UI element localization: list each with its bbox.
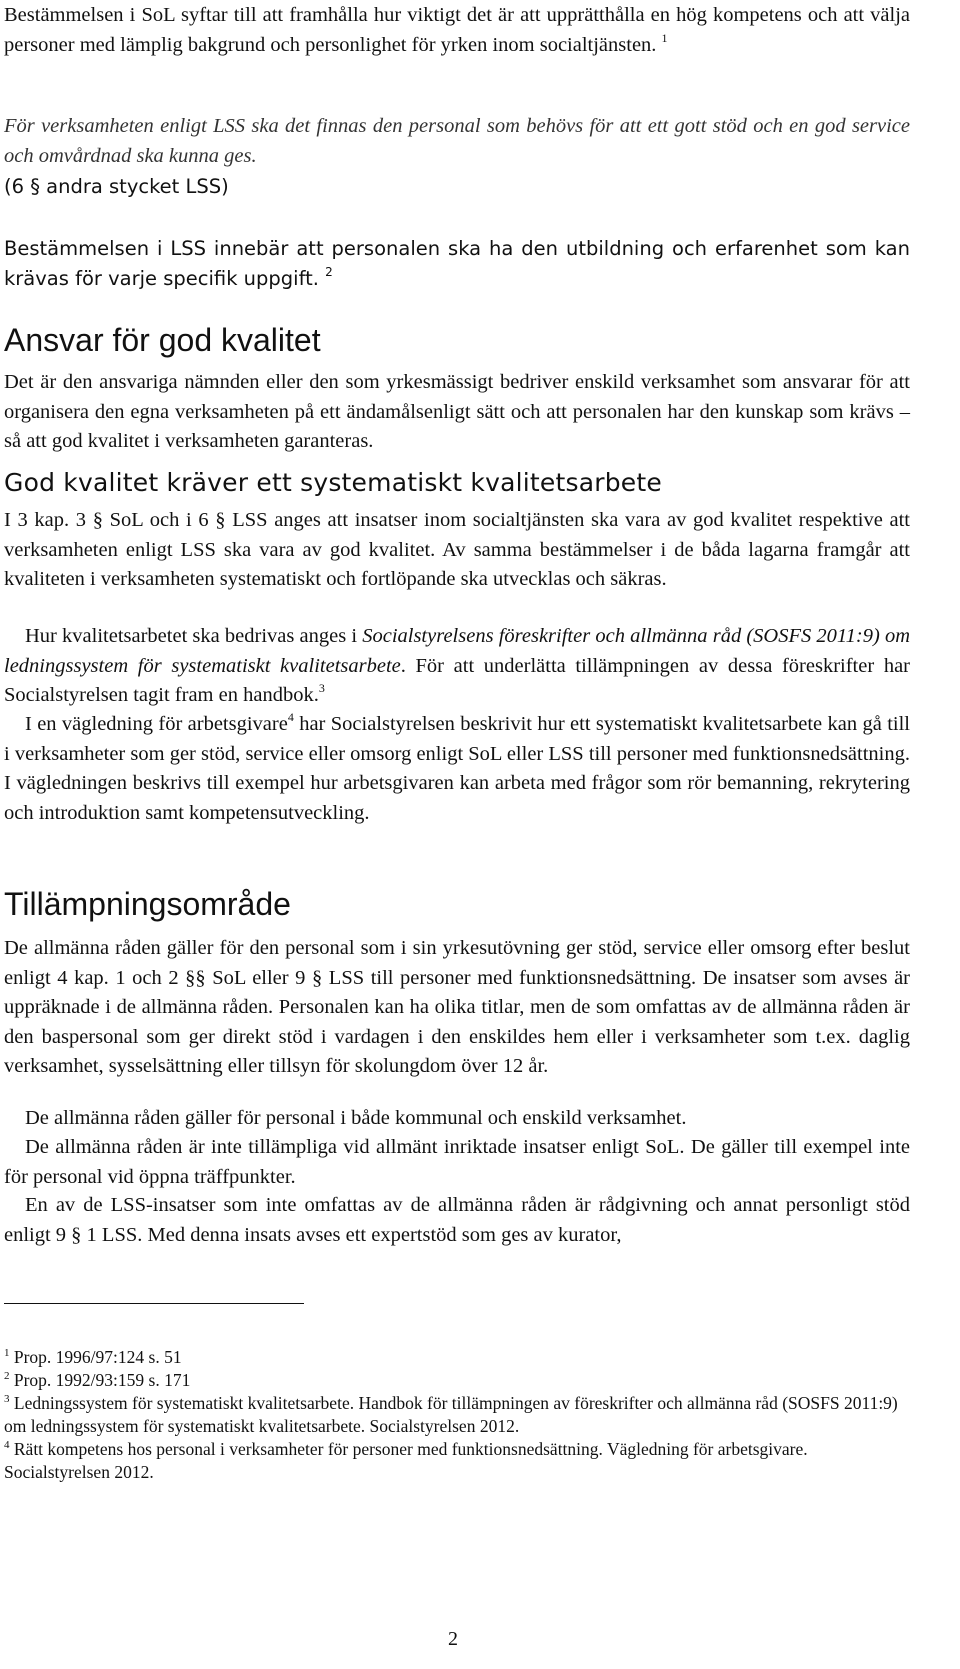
scope-paragraph-1: De allmänna råden gäller för den personal som i sin yrkesutövning ger stöd, service eller omsorg efter beslut enligt 4 kap. 1 och 2 §§ SoL eller 9 § LSS till personer med funktionsnedsättning. De insatser som avses är uppräknade i de allmänna råden. Personalen kan ha olika titlar, men de som omfattas av de allmänna råden är den baspersonal som ger direkt stöd i vardagen i den enskildes hem eller i verksamheter som t.ex. daglig verksamhet, sysselsättning eller tillsyn för skolungdom över 12 år.	[4, 937, 910, 1077]
quality-paragraph-3: I en vägledning för arbetsgivare$^4$ har Socialstyrelsen beskrivit hur ett systematiskt kvalitetsarbete kan gå till i verksamheter som ger stöd, service eller omsorg enligt SoL eller LSS till personer med funktionsnedsättning. I vägledningen beskrivs till exempel hur arbetsgivaren kan arbeta med frågor som rör bemanning, rekrytering och introduktion samt kompetensutveckling.	[4, 710, 910, 824]
scope-paragraph-2: De allmänna råden gäller för personal i både kommunal och enskild verksamhet.	[25, 1107, 687, 1129]
footnote-ref[interactable]: 1	[661, 30, 668, 45]
footnote-ref[interactable]: 3	[318, 681, 325, 695]
lss-paragraph: Bestämmelsen i LSS innebär att personalen ska ha den utbildning och erfarenhet som kan krävas för varje specifik uppgift. $^2$	[4, 237, 910, 290]
page-number: 2	[448, 1628, 458, 1650]
scope-paragraph-4: En av de LSS-insatser som inte omfattas av de allmänna råden är rådgivning och annat personligt stöd enligt 9 § 1 LSS. Med denna insats avses ett expertstöd som ges av kurator,	[4, 1194, 910, 1246]
footnote-2: $^2$ Prop. 1992/93:159 s. 171	[4, 1370, 191, 1390]
heading-quality-work: God kvalitet kräver ett systematiskt kvalitetsarbete	[4, 468, 662, 497]
quality-paragraph-2: Hur kvalitetsarbetet ska bedrivas anges i Socialstyrelsens föreskrifter och allmänna råd (SOSFS 2011:9) om ledningssystem för systematiskt kvalitetsarbete. För att underlätta tillämpningen av dessa föreskrifter har Socialstyrelsen tagit fram en handbok.$^3$	[4, 625, 911, 706]
heading-responsibility: Ansvar för god kvalitet	[4, 322, 321, 358]
footnote-1: $^1$ Prop. 1996/97:124 s. 51	[4, 1347, 182, 1367]
footnote-ref[interactable]: 2	[325, 264, 333, 279]
sosfs-title: Socialstyrelsens föreskrifter och allmänna råd (SOSFS 2011:9) om ledningssystem för systematiskt kvalitetsarbete	[4, 625, 911, 677]
intro-paragraph: Bestämmelsen i SoL syftar till att framhålla hur viktigt det är att upprätthålla en hög kompetens och att välja personer med lämplig bakgrund och personlighet för yrken inom socialtjänsten. $^1$	[4, 4, 910, 56]
quality-paragraph-1: I 3 kap. 3 § SoL och i 6 § LSS anges att insatser inom socialtjänsten ska vara av god kvalitet respektive att verksamheten enligt LSS ska vara av god kvalitet. Av samma bestämmelser i de båda lagarna framgår att kvaliteten i verksamheten systematiskt och fortlöpande ska utvecklas och säkras.	[4, 509, 910, 590]
scope-paragraph-3: De allmänna råden är inte tillämpliga vid allmänt inriktade insatser enligt SoL. De gäller till exempel inte för personal vid öppna träffpunkter.	[4, 1136, 910, 1188]
footnote-ref[interactable]: 4	[287, 710, 294, 724]
law-reference: (6 § andra stycket LSS)	[4, 175, 229, 198]
footnote-4: $^4$ Rätt kompetens hos personal i verksamheter för personer med funktionsnedsättning. Vägledning för arbetsgivare. Socialstyrelsen 2012.	[4, 1439, 808, 1482]
heading-scope: Tillämpningsområde	[4, 886, 291, 922]
footnote-3: $^3$ Ledningssystem för systematiskt kvalitetsarbete. Handbok för tillämpningen av föreskrifter och allmänna råd (SOSFS 2011:9) om ledningssystem för systematiskt kvalitetsarbete. Socialstyrelsen 2012.	[4, 1393, 898, 1436]
law-quote: För verksamheten enligt LSS ska det finnas den personal som behövs för att ett gott stöd och en god service och omvårdnad ska kunna ges.	[4, 115, 910, 167]
responsibility-paragraph: Det är den ansvariga nämnden eller den som yrkesmässigt bedriver enskild verksamhet som ansvarar för att organisera den egna verksamheten på ett ändamålsenligt sätt och att personalen har den kunskap som krävs – så att god kvalitet i verksamheten garanteras.	[4, 371, 910, 452]
footnote-divider	[4, 1303, 304, 1304]
